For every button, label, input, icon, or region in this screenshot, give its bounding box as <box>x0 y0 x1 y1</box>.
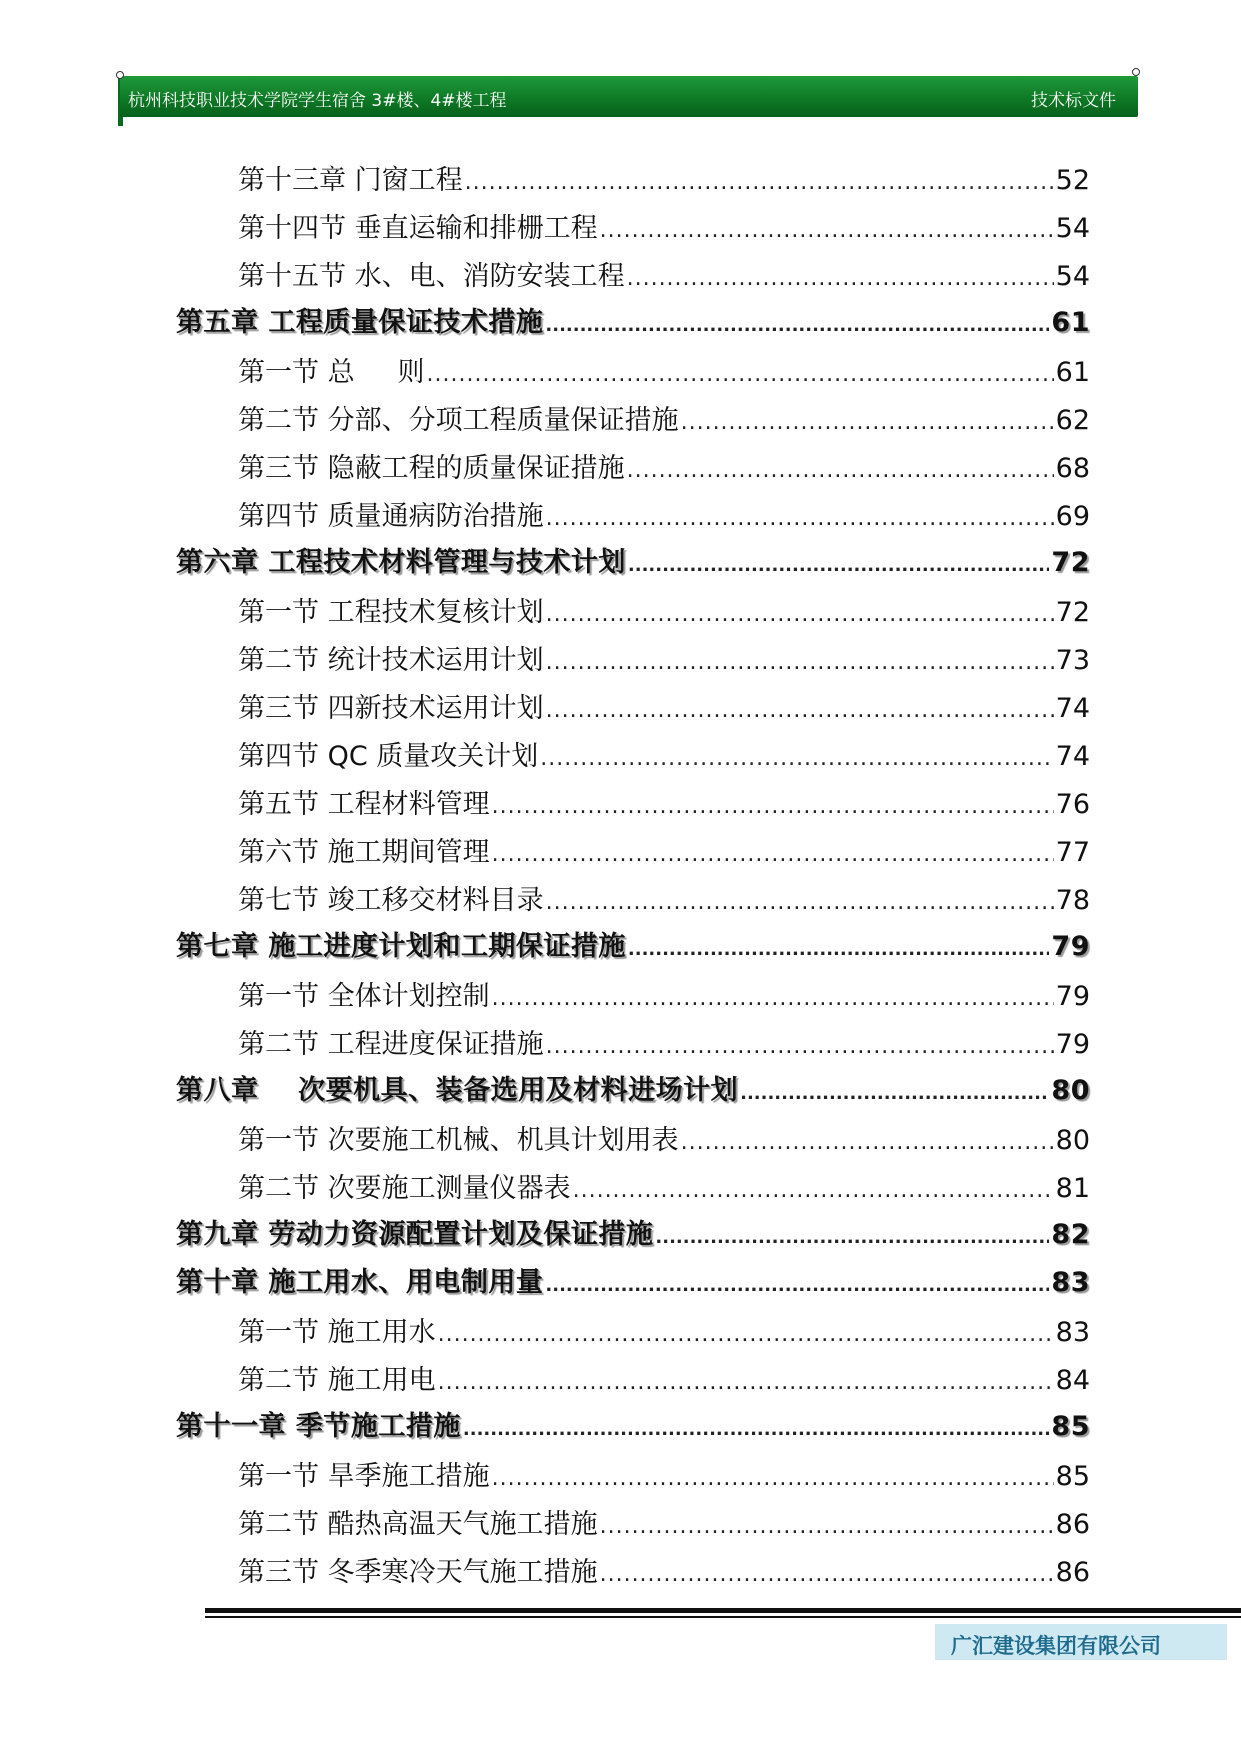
toc-entry-title: 第六节 施工期间管理 <box>238 837 490 868</box>
toc-entry-title: 第十四节 垂直运输和排栅工程 <box>238 213 598 244</box>
toc-page-number: 68 <box>1055 453 1090 484</box>
toc-page-number: 61 <box>1051 307 1090 338</box>
toc-leader-dots <box>546 650 1054 675</box>
toc-entry-title: 第四节 QC 质量攻关计划 <box>238 741 539 772</box>
toc-page-number: 79 <box>1055 1029 1090 1060</box>
corner-mark-icon <box>1132 68 1140 76</box>
toc-chapter-entry[interactable] <box>176 300 1090 339</box>
toc-leader-dots <box>546 602 1054 627</box>
toc-leader-dots <box>627 458 1054 483</box>
toc-leader-dots <box>740 1083 1049 1104</box>
toc-entry-title: 第一节 工程技术复核计划 <box>238 597 544 628</box>
toc-page-number: 52 <box>1055 165 1090 196</box>
toc-chapter-title: 第九章 劳动力资源配置计划及保证措施 <box>176 1219 654 1250</box>
toc-leader-dots <box>628 555 1050 576</box>
footer-rule-thick <box>205 1608 1241 1613</box>
toc-chapter-entry[interactable] <box>176 924 1090 963</box>
toc-page-number: 86 <box>1055 1557 1090 1588</box>
toc-page-number: 74 <box>1055 693 1090 724</box>
toc-entry[interactable] <box>238 494 1090 533</box>
toc-entry[interactable] <box>238 350 1090 389</box>
toc-page-number: 82 <box>1051 1219 1090 1250</box>
toc-page-number: 80 <box>1051 1075 1090 1106</box>
toc-leader-dots <box>540 746 1053 771</box>
toc-entry-title: 第七节 竣工移交材料目录 <box>238 885 544 916</box>
toc-chapter-title: 第五章 工程质量保证技术措施 <box>176 307 544 338</box>
toc-chapter-entry[interactable] <box>176 540 1090 579</box>
toc-entry-title: 第四节 质量通病防治措施 <box>238 501 544 532</box>
toc-chapter-entry[interactable] <box>176 1404 1090 1443</box>
toc-entry-title: 第三节 冬季寒冷天气施工措施 <box>238 1557 598 1588</box>
toc-chapter-entry[interactable] <box>176 1212 1090 1251</box>
toc-entry[interactable] <box>238 878 1090 917</box>
toc-page-number: 74 <box>1055 741 1090 772</box>
toc-page-number: 77 <box>1055 837 1090 868</box>
toc-leader-dots <box>681 1130 1054 1155</box>
project-title: 杭州科技职业技术学院学生宿舍 3#楼、4#楼工程 <box>128 91 507 111</box>
toc-leader-dots <box>546 698 1054 723</box>
toc-leader-dots <box>546 1034 1054 1059</box>
toc-chapter-entry[interactable] <box>176 1260 1090 1299</box>
toc-entry[interactable] <box>238 590 1090 629</box>
toc-entry[interactable] <box>238 254 1090 293</box>
toc-leader-dots <box>600 1562 1054 1587</box>
toc-leader-dots <box>600 1514 1054 1539</box>
toc-leader-dots <box>545 315 1049 336</box>
toc-entry[interactable] <box>238 1022 1090 1061</box>
toc-entry[interactable] <box>238 830 1090 869</box>
toc-entry-title: 第一节 总 则 <box>238 357 425 388</box>
toc-chapter-title: 第六章 工程技术材料管理与技术计划 <box>176 547 626 578</box>
toc-entry-title: 第二节 酷热高温天气施工措施 <box>238 1509 598 1540</box>
toc-entry[interactable] <box>238 1118 1090 1157</box>
toc-entry[interactable] <box>238 446 1090 485</box>
toc-chapter-title: 第七章 施工进度计划和工期保证措施 <box>176 931 626 962</box>
toc-leader-dots <box>628 939 1050 960</box>
toc-leader-dots <box>492 986 1054 1011</box>
toc-page-number: 79 <box>1055 981 1090 1012</box>
toc-page-number: 81 <box>1055 1173 1090 1204</box>
toc-leader-dots <box>492 794 1054 819</box>
toc-page-number: 80 <box>1055 1125 1090 1156</box>
toc-entry[interactable] <box>238 1550 1090 1589</box>
toc-page-number: 83 <box>1055 1317 1090 1348</box>
toc-chapter-title: 第八章 次要机具、装备选用及材料进场计划 <box>176 1075 739 1106</box>
toc-leader-dots <box>573 1178 1054 1203</box>
toc-entry-title: 第二节 分部、分项工程质量保证措施 <box>238 405 679 436</box>
document-type: 技术标文件 <box>1031 91 1116 111</box>
toc-entry[interactable] <box>238 206 1090 245</box>
toc-page-number: 73 <box>1055 645 1090 676</box>
toc-page-number: 54 <box>1055 213 1090 244</box>
toc-chapter-title: 第十一章 季节施工措施 <box>176 1411 461 1442</box>
footer-company-box <box>935 1624 1227 1660</box>
toc-leader-dots <box>465 170 1054 195</box>
toc-entry[interactable] <box>238 1502 1090 1541</box>
toc-page-number: 86 <box>1055 1509 1090 1540</box>
toc-leader-dots <box>463 1419 1050 1440</box>
toc-entry-title: 第一节 施工用水 <box>238 1317 436 1348</box>
toc-entry-title: 第二节 工程进度保证措施 <box>238 1029 544 1060</box>
toc-entry-title: 第二节 施工用电 <box>238 1365 436 1396</box>
toc-leader-dots <box>492 842 1054 867</box>
footer-rule-thin <box>205 1616 1241 1618</box>
toc-leader-dots <box>438 1322 1054 1347</box>
toc-leader-dots <box>600 218 1054 243</box>
toc-entry-title: 第三节 四新技术运用计划 <box>238 693 544 724</box>
toc-entry-title: 第十五节 水、电、消防安装工程 <box>238 261 625 292</box>
toc-leader-dots <box>546 890 1054 915</box>
toc-page-number: 72 <box>1055 597 1090 628</box>
toc-page-number: 62 <box>1055 405 1090 436</box>
toc-leader-dots <box>438 1370 1054 1395</box>
toc-entry[interactable] <box>238 1454 1090 1493</box>
toc-leader-dots <box>427 362 1054 387</box>
toc-page-number: 84 <box>1055 1365 1090 1396</box>
toc-entry-title: 第一节 次要施工机械、机具计划用表 <box>238 1125 679 1156</box>
toc-page-number: 85 <box>1055 1461 1090 1492</box>
page-header-bar <box>120 76 1138 117</box>
toc-page-number: 79 <box>1051 931 1090 962</box>
toc-leader-dots <box>681 410 1054 435</box>
toc-leader-dots <box>545 1275 1049 1296</box>
toc-chapter-title: 第十章 施工用水、用电制用量 <box>176 1267 544 1298</box>
toc-leader-dots <box>492 1466 1054 1491</box>
toc-entry-title: 第一节 全体计划控制 <box>238 981 490 1012</box>
toc-page-number: 85 <box>1051 1411 1090 1442</box>
toc-page-number: 76 <box>1055 789 1090 820</box>
toc-entry[interactable] <box>238 638 1090 677</box>
company-name: 广汇建设集团有限公司 <box>951 1634 1161 1658</box>
toc-chapter-entry[interactable] <box>176 1068 1090 1107</box>
toc-entry[interactable] <box>238 1310 1090 1349</box>
toc-entry-title: 第一节 旱季施工措施 <box>238 1461 490 1492</box>
toc-page-number: 61 <box>1055 357 1090 388</box>
toc-entry[interactable] <box>238 782 1090 821</box>
corner-mark-icon <box>116 71 124 79</box>
toc-page-number: 54 <box>1055 261 1090 292</box>
toc-page-number: 69 <box>1055 501 1090 532</box>
toc-leader-dots <box>546 506 1054 531</box>
toc-entry-title: 第三节 隐蔽工程的质量保证措施 <box>238 453 625 484</box>
toc-entry[interactable] <box>238 1166 1090 1205</box>
toc-entry-title: 第五节 工程材料管理 <box>238 789 490 820</box>
toc-entry[interactable] <box>238 686 1090 725</box>
toc-page-number: 83 <box>1051 1267 1090 1298</box>
toc-page-number: 72 <box>1051 547 1090 578</box>
toc-leader-dots <box>655 1227 1049 1248</box>
toc-leader-dots <box>627 266 1054 291</box>
toc-entry-title: 第二节 统计技术运用计划 <box>238 645 544 676</box>
toc-entry-title: 第二节 次要施工测量仪器表 <box>238 1173 571 1204</box>
toc-entry-title: 第十三章 门窗工程 <box>238 165 463 196</box>
toc-entry[interactable] <box>238 1358 1090 1397</box>
toc-page-number: 78 <box>1055 885 1090 916</box>
toc-entry[interactable] <box>238 734 1090 773</box>
toc-entry[interactable] <box>238 398 1090 437</box>
toc-entry[interactable] <box>238 158 1090 197</box>
toc-entry[interactable] <box>238 974 1090 1013</box>
